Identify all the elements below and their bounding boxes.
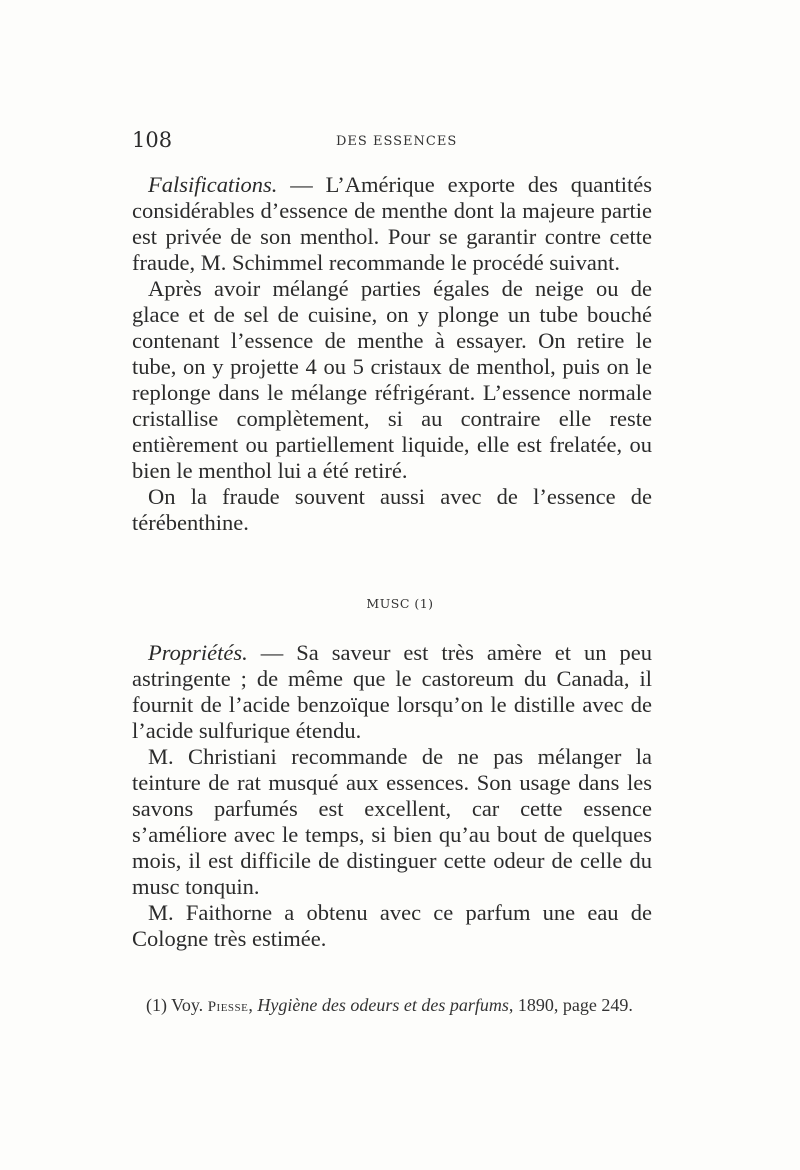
falsifications-label: Falsifications. (148, 172, 278, 197)
running-head: DES ESSENCES (336, 134, 458, 149)
footnote-rest: , 1890, page 249. (508, 995, 633, 1015)
musc-paragraph-2: M. Christiani recommande de ne pas mélanger la teinture de rat musqué aux essences. Son usage dans les savons parfumés est excellent, car cette essence s’améliore avec le temps, si bien qu’au bout de quelques mois, il est difficile de distinguer cette odeur de celle du musc tonquin. (132, 744, 652, 899)
footnote-title: Hygiène des odeurs et des parfums (257, 995, 509, 1015)
musc-paragraph-1 (132, 640, 652, 744)
footnote-author: Piesse (207, 999, 249, 1015)
falsifications-p1-text: — L’Amérique exporte des quantités considérables d’essence de menthe dont la majeure partie est privée de son menthol. Pour se garantir contre cette fraude, M. Schimmel recommande le procédé suivant. (132, 172, 652, 275)
musc-paragraph-3: M. Faithorne a obtenu avec ce parfum une eau de Cologne très estimée. (132, 900, 652, 951)
proprietes-label: Propriétés. (148, 640, 248, 665)
page-number: 108 (132, 128, 173, 152)
footnote-sep: , (248, 995, 258, 1015)
falsifications-paragraph-2: Après avoir mélangé parties égales de neige ou de glace et de sel de cuisine, on y plonge un tube bouché contenant l’essence de menthe à essayer. On retire le tube, on y projette 4 ou 5 cristaux de menthol, puis on le replonge dans le mélange réfrigérant. L’essence normale cristallise complètement, si au contraire elle reste entièrement ou partiellement liquide, elle est frelatée, ou bien le menthol lui a été retiré. (132, 276, 652, 483)
musc-p1-text: — Sa saveur est très amère et un peu astringente ; de même que le castoreum du Canada, il fournit de l’acide benzoïque lorsqu’on le distille avec de l’acide sulfurique étendu. (132, 640, 652, 743)
falsifications-paragraph-1 (132, 172, 652, 276)
falsifications-section (132, 172, 652, 536)
page-header (132, 128, 652, 158)
falsifications-paragraph-3: On la fraude souvent aussi avec de l’essence de térébenthine. (132, 484, 652, 535)
footnote-prefix: (1) Voy. (146, 995, 208, 1015)
footnote (132, 994, 652, 1018)
musc-section (132, 640, 652, 952)
section-title-musc: MUSC (1) (366, 596, 434, 611)
